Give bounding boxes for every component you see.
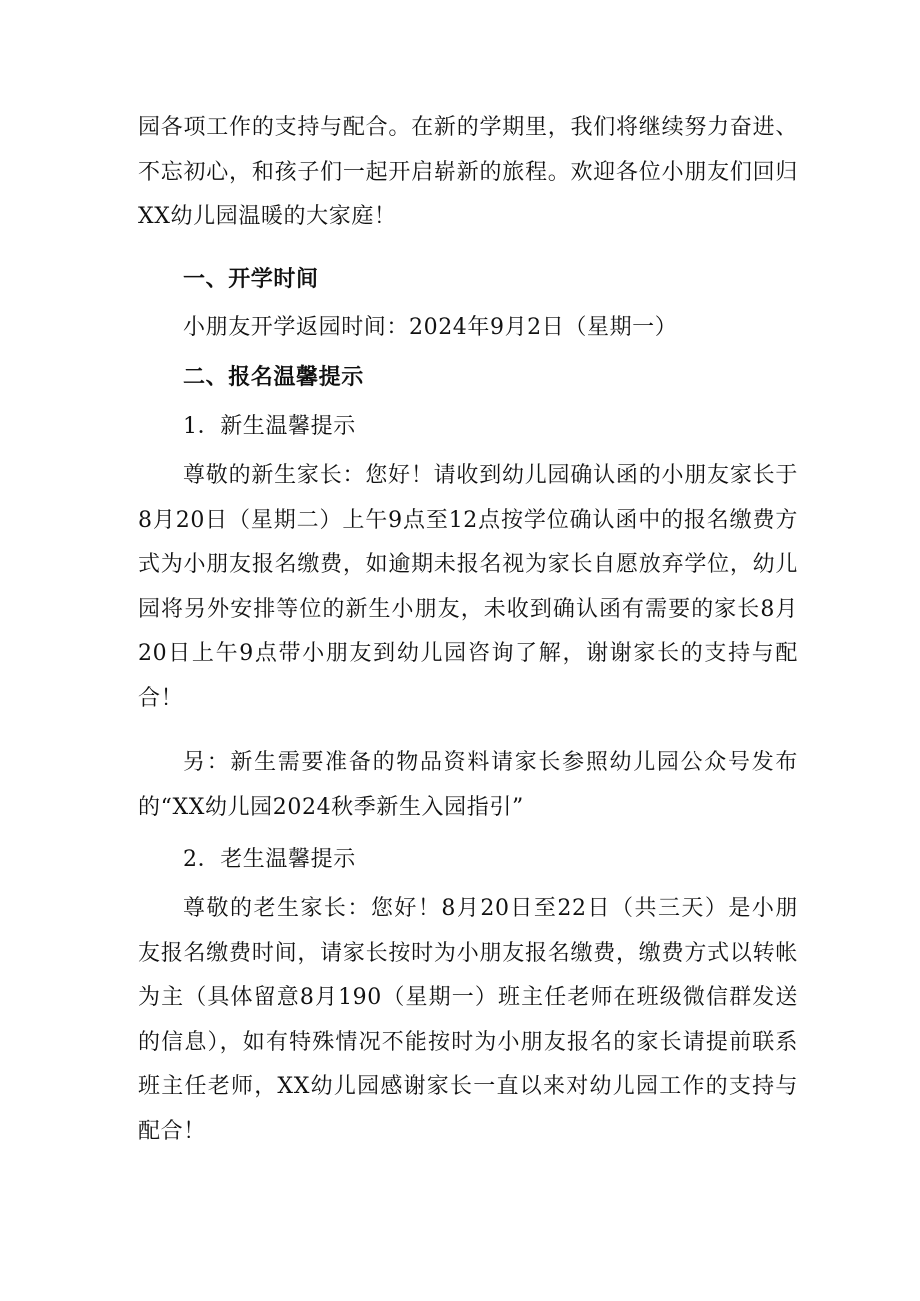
- section-heading-opening-time: 一、开学时间: [183, 267, 319, 292]
- subsection-title-new-students: 1．新生温馨提示: [183, 414, 356, 439]
- new-students-paragraph: 尊敬的新生家长：您好！请收到幼儿园确认函的小朋友家长于8月20日（星期二）上午9点至12点按学位确认函中的报名缴费方式为小朋友报名缴费，如逾期未报名视为家长自愿放弃学位，幼儿园将另外安排等位的新生小朋友，未收到确认函有需要的家长8月20日上午9点带小朋友到幼儿园咨询了解，谢谢家长的支持与配合！: [138, 463, 798, 711]
- new-students-note-paragraph: 另：新生需要准备的物品资料请家长参照幼儿园公众号发布的“XX幼儿园2024秋季新生入园指引”: [138, 750, 798, 820]
- subsection-title-returning-students: 2．老生温馨提示: [183, 847, 356, 872]
- intro-paragraph: 园各项工作的支持与配合。在新的学期里，我们将继续努力奋进、不忘初心，和孩子们一起开启崭新的旅程。欢迎各位小朋友们回归XX幼儿园温暖的大家庭！: [138, 115, 798, 229]
- opening-time-text: 小朋友开学返园时间：2024年9月2日（星期一）: [183, 315, 678, 340]
- section-heading-registration-tips: 二、报名温馨提示: [183, 365, 364, 390]
- returning-students-paragraph: 尊敬的老生家长：您好！8月20日至22日（共三天）是小朋友报名缴费时间，请家长按时为小朋友报名缴费，缴费方式以转帐为主（具体留意8月190（星期一）班主任老师在班级微信群发送的信息），如有特殊情况不能按时为小朋友报名的家长请提前联系班主任老师，XX幼儿园感谢家长一直以来对幼儿园工作的支持与配合！: [138, 896, 798, 1144]
